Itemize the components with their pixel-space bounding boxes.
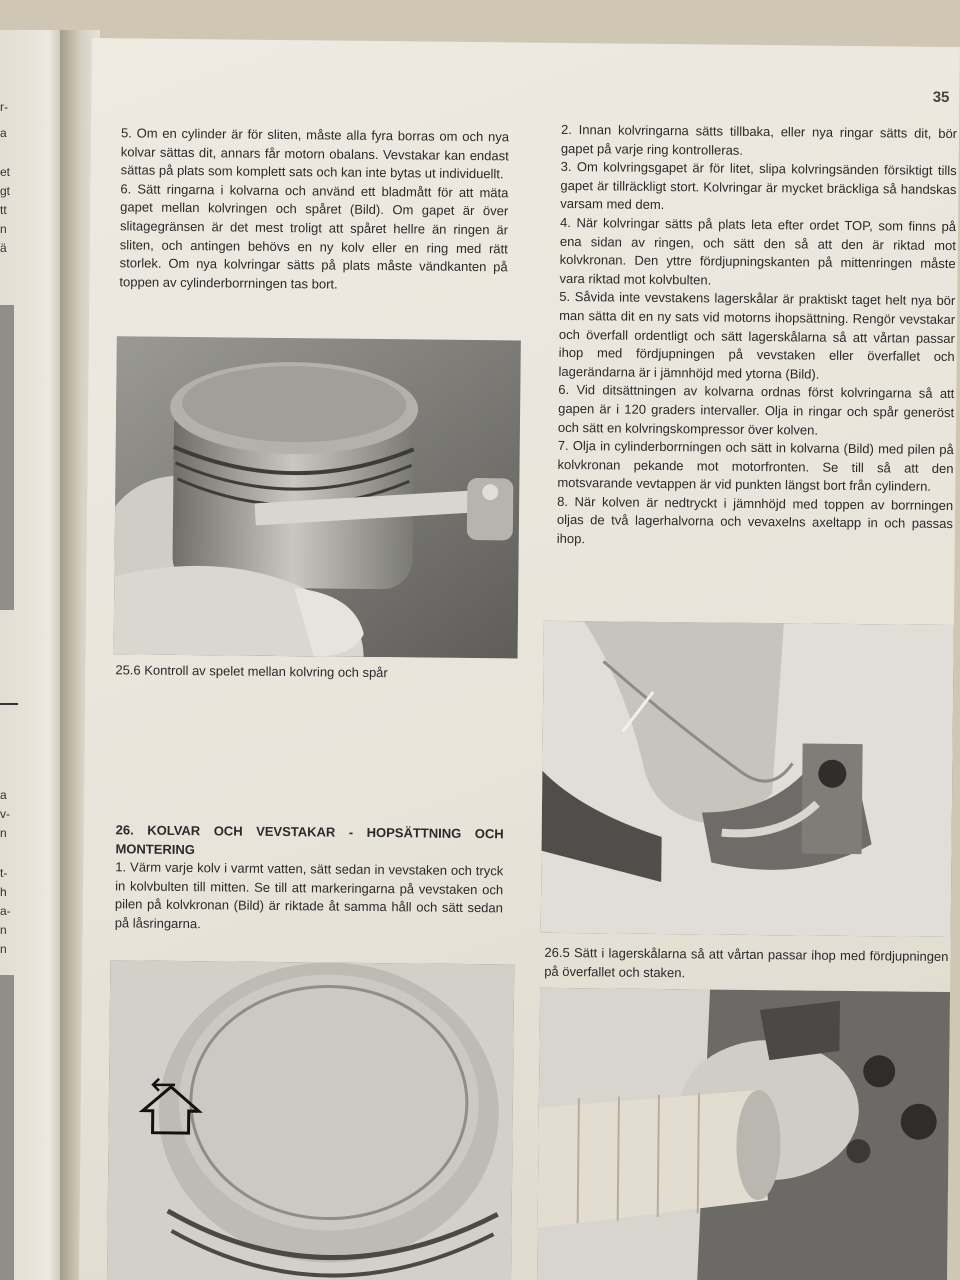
left-page-text-fragment: ä — [0, 241, 7, 255]
photo-bearing-shell — [541, 621, 954, 937]
left-page-text-fragment: r- — [0, 100, 8, 114]
paragraph: 4. När kolvringar sätts på plats leta efter ordet TOP, som finns på ena sidan av ringen, och sätt den så att den är riktad mot kolvkronan. Den yttre fördjupningskanten på mittenringen måste vara riktad mot kolvbulten. — [559, 214, 957, 288]
left-page-text-fragment: a- — [0, 904, 11, 918]
left-page-text-fragment: et — [0, 165, 11, 179]
left-page-text-fragment: gt — [0, 184, 11, 198]
section-heading: 26. KOLVAR OCH VEVSTAKAR - HOPSÄTTNING OCH MONTERING — [115, 822, 504, 858]
left-page-text-fragment: n — [0, 222, 7, 236]
left-page-rule — [0, 703, 18, 705]
section-26 — [115, 820, 504, 936]
right-column-text — [557, 121, 957, 553]
photo-caption: 25.6 Kontroll av spelet mellan kolvring och spår — [115, 662, 388, 681]
book-page — [79, 38, 960, 1280]
photo-crankshaft-assembly — [537, 988, 950, 1280]
paragraph: 5. Om en cylinder är för sliten, måste alla fyra borras om och nya kolvar sättas dit, annars får motorn obalans. Vevstakar kan endast sättas på plats som komplett sats och kan inte bytas ut individuellt. — [120, 125, 510, 182]
left-page-text-fragment: a — [0, 788, 7, 802]
left-page-text-fragment: a — [0, 126, 7, 140]
photo-caption: 26.5 Sätt i lagerskålarna så att vårtan passar ihop med fördjupningen på överfallet och staken. — [544, 944, 949, 981]
paragraph: 8. När kolven är nedtryckt i jämnhöjd med toppen av borrningen oljas de två lagerhalvorna och vevaxelns axeltapp in och passas ihop. — [556, 493, 954, 547]
paragraph: 3. Om kolvringsgapet är för litet, slipa kolvringsänden försiktigt tills gapet är tillräckligt stort. Kolvringar är mycket bräckliga så handskas varsam med dem. — [560, 159, 957, 213]
left-page-text-fragment: n — [0, 942, 7, 956]
left-column-text — [119, 124, 509, 295]
paragraph: 7. Olja in cylinderborrningen och sätt in kolvarna (Bild) med pilen på kolvkronan pekande mot motorfronten. Se till så att den motsvarande vevtappen är vid punkten längst bort från cylindern. — [557, 437, 954, 495]
left-page-text-fragment: t- — [0, 866, 8, 880]
paragraph: 2. Innan kolvringarna sätts tillbaka, eller nya ringar sätts dit, bör gapet på varje ring kontrolleras. — [560, 121, 958, 158]
left-page-photo-edge — [0, 975, 14, 1280]
left-page-text-fragment: tt — [0, 203, 7, 217]
left-page-text-fragment: v- — [0, 807, 10, 821]
paragraph: 5. Såvida inte vevstakens lagerskålar är praktiskt taget helt nya bör man sätta dit en ny sats vid motorns ihopsättning. Rengör vevstakar och överfall ordentligt och sätt lagerskålarna så att vårtan passar ihop med fördjupningen på vevstaken eller överfallet och lagerändarna är i jämnhöjd med ytorna (Bild). — [558, 289, 956, 382]
paragraph: 1. Värm varje kolv i varmt vatten, sätt sedan in vevstaken och tryck in kolvbulten till mitten. Se till att markeringarna på vevstaken och pilen på kolvkronan (Bild) är riktade åt samma håll och sätt sedan på låsringarna. — [114, 859, 504, 931]
photo-piston-crown — [107, 960, 514, 1280]
left-page-text-fragment: h — [0, 885, 7, 899]
paragraph: 6. Vid ditsättningen av kolvarna ordnas först kolvringarna så att gapen är i 120 graders intervaller. Olja in ringar och spår generöst och sätt en kolvringskompressor över kolven. — [557, 382, 955, 438]
paragraph: 6. Sätt ringarna i kolvarna och använd ett bladmått för att mäta gapet mellan kolvringen och spåret (Bild). Om gapet är över slitagegränsen är det mest troligt att spåret hellre än ringen är sliten, och antingen behövs en ny kolv eller en ring med rätt storlek. Om nya kolvringar sätts på plats måste vändkanten på toppen av cylinderborrningen tas bort. — [119, 181, 509, 292]
left-page-photo-edge — [0, 305, 14, 610]
page-number: 35 — [932, 88, 950, 106]
photo-piston-feeler-gauge — [114, 336, 521, 658]
left-page-text-fragment: n — [0, 826, 7, 840]
left-page-text-fragment: n — [0, 923, 7, 937]
